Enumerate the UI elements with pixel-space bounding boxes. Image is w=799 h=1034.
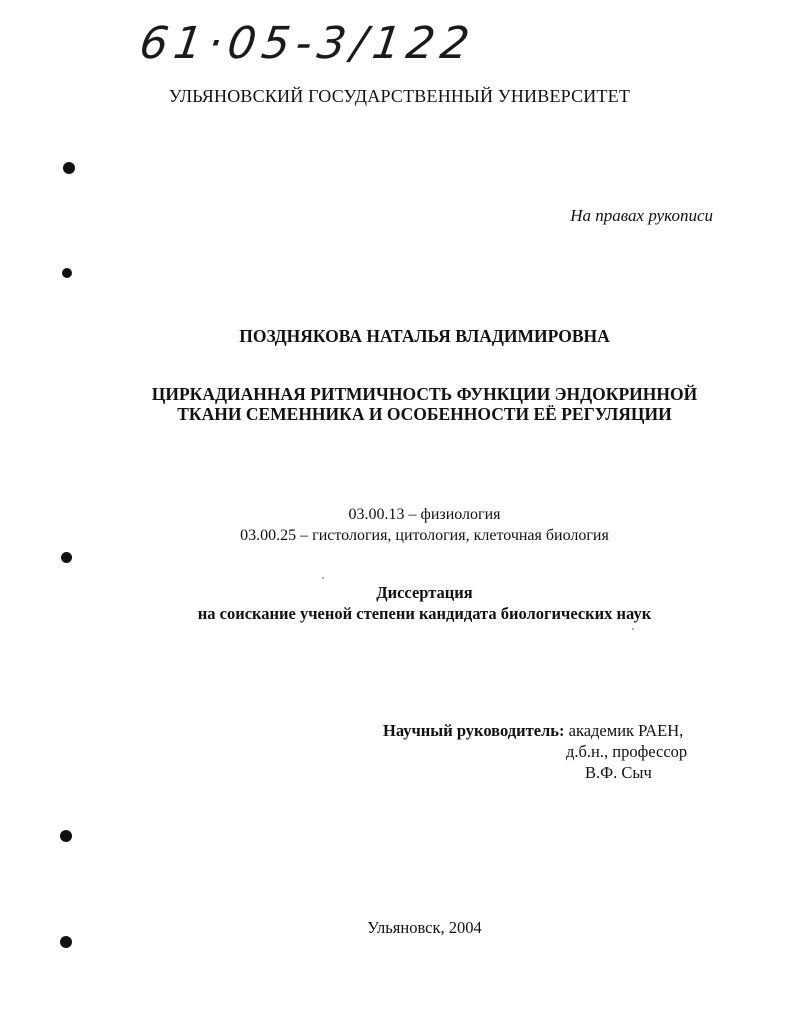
rights-note: На правах рукописи xyxy=(570,206,713,225)
scan-speck xyxy=(322,577,324,579)
scan-speck xyxy=(632,628,634,630)
specialty-1: 03.00.13 – физиология xyxy=(348,506,501,523)
dissertation-title xyxy=(0,384,799,424)
author-name: ПОЗДНЯКОВА НАТАЛЬЯ ВЛАДИМИРОВНА xyxy=(239,326,610,346)
dissertation-type xyxy=(0,582,799,624)
dissertation-heading: Диссертация xyxy=(376,583,473,602)
binding-hole-4 xyxy=(60,830,72,842)
supervisor-name: В.Ф. Сыч xyxy=(585,763,652,782)
supervisor-block xyxy=(383,720,687,783)
title-line-2: ТКАНИ СЕМЕННИКА И ОСОБЕННОСТИ ЕЁ РЕГУЛЯЦИИ xyxy=(177,404,672,424)
binding-hole-1 xyxy=(63,162,75,174)
supervisor-title-1: академик РАЕН, xyxy=(568,721,684,740)
handwritten-catalog-code: 61·05-3/122 xyxy=(136,18,479,69)
supervisor-title-2: д.б.н., профессор xyxy=(566,742,688,761)
binding-hole-2 xyxy=(62,268,72,278)
binding-hole-5 xyxy=(60,936,72,948)
supervisor-label: Научный руководитель: xyxy=(383,721,565,740)
binding-hole-3 xyxy=(61,552,72,563)
specialty-2: 03.00.25 – гистология, цитология, клеточная биология xyxy=(240,527,609,544)
dissertation-subheading: на соискание ученой степени кандидата биологических наук xyxy=(197,604,652,623)
title-line-1: ЦИРКАДИАННАЯ РИТМИЧНОСТЬ ФУНКЦИИ ЭНДОКРИННОЙ xyxy=(151,384,698,404)
specialty-codes xyxy=(0,504,799,546)
supervisor-line-1 xyxy=(383,720,687,741)
university-name: УЛЬЯНОВСКИЙ ГОСУДАРСТВЕННЫЙ УНИВЕРСИТЕТ xyxy=(168,86,631,106)
city-year: Ульяновск, 2004 xyxy=(367,918,482,937)
